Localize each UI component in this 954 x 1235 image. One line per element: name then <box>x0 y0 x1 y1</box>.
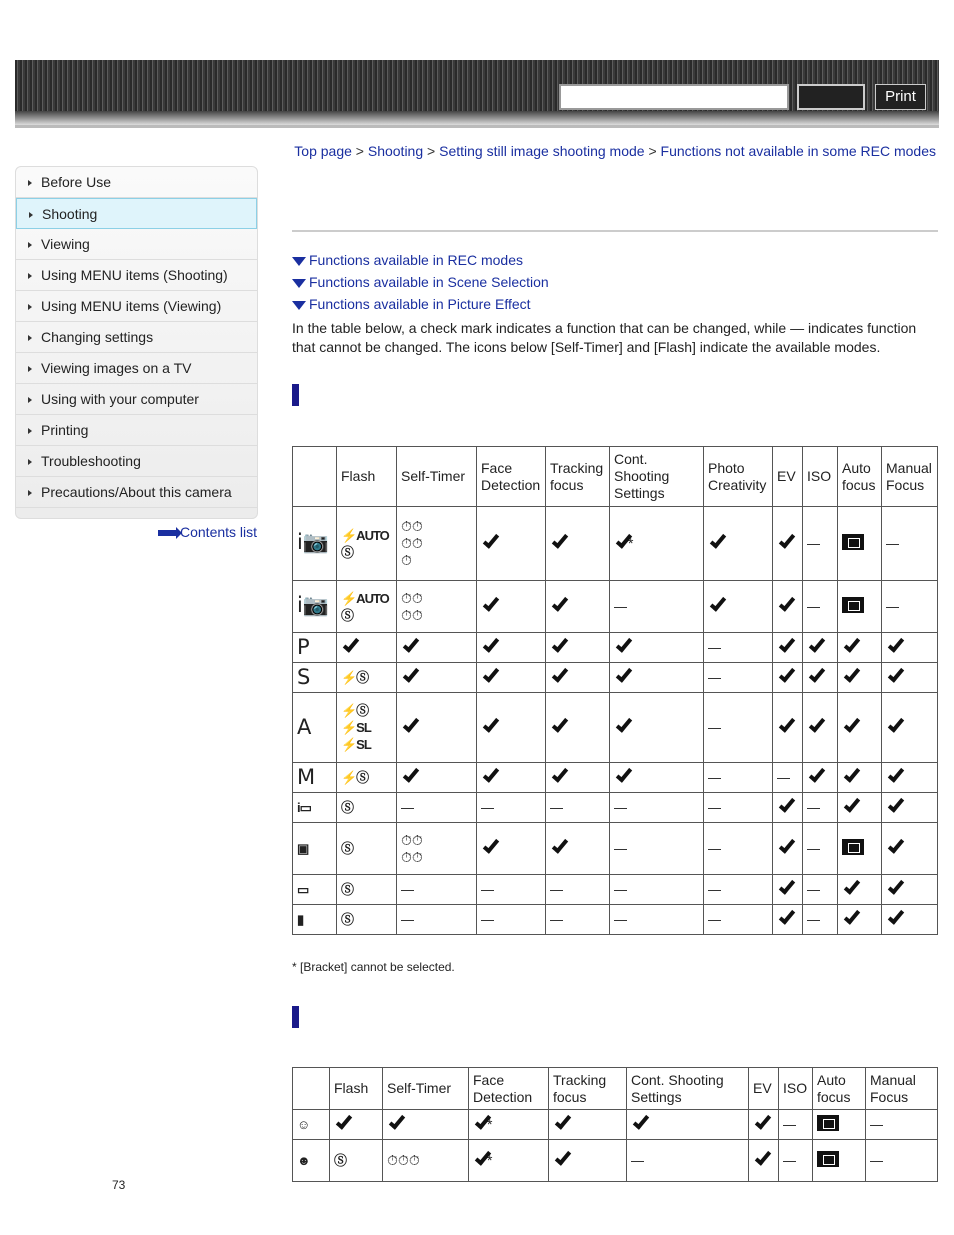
breadcrumb-sep: > <box>355 143 364 159</box>
dash-icon <box>614 808 627 809</box>
table-header-row <box>293 1068 938 1110</box>
dash-icon <box>708 890 721 891</box>
panorama-icon: i▭ <box>293 793 337 823</box>
dash-icon <box>614 920 627 921</box>
check-icon <box>343 635 359 652</box>
asterisk: * <box>487 1152 493 1168</box>
self-timer-modes-icon: ⏱⏱ ⏱⏱ <box>397 581 477 633</box>
check-icon <box>844 765 860 782</box>
triangle-down-icon <box>292 257 306 266</box>
asterisk: * <box>628 535 634 551</box>
check-icon <box>483 715 499 732</box>
dash-icon <box>550 890 563 891</box>
flash-off-icon: Ⓢ <box>337 793 397 823</box>
check-icon <box>844 877 860 894</box>
self-timer-modes-icon: ⏱⏱ ⏱⏱ <box>397 823 477 875</box>
sidebar-item-viewing-tv[interactable]: Viewing images on a TV <box>16 353 257 384</box>
check-icon <box>552 665 568 682</box>
3d-sweep-panorama-icon: ▭ <box>293 875 337 905</box>
table-row <box>293 1140 938 1182</box>
check-icon <box>779 877 795 894</box>
dash-icon <box>783 1161 796 1162</box>
dash-icon <box>708 920 721 921</box>
check-icon <box>809 665 825 682</box>
dash-icon <box>614 607 627 608</box>
contents-list-label: Contents list <box>180 524 258 540</box>
dash-icon <box>708 808 721 809</box>
check-icon <box>403 715 419 732</box>
check-icon <box>552 765 568 782</box>
flash-modes-icon: ⚡AUTO Ⓢ <box>337 507 397 581</box>
col-manual-focus: Manual Focus <box>866 1068 938 1110</box>
autofocus-icon <box>842 839 864 855</box>
check-icon <box>403 635 419 652</box>
table-row <box>293 633 938 663</box>
flash-modes-icon: ⚡AUTO Ⓢ <box>337 581 397 633</box>
mode-a-icon: A <box>293 693 337 763</box>
col-tracking-focus: Tracking focus <box>546 447 610 507</box>
check-icon <box>616 765 632 782</box>
mode-m-icon: M <box>293 763 337 793</box>
dash-icon <box>401 920 414 921</box>
dash-icon <box>614 890 627 891</box>
autofocus-icon <box>842 534 864 550</box>
dash-icon <box>886 544 899 545</box>
col-flash: Flash <box>330 1068 383 1110</box>
check-icon <box>844 665 860 682</box>
flash-modes-icon: ⚡Ⓢ <box>337 763 397 793</box>
check-icon <box>710 531 726 548</box>
check-icon <box>779 594 795 611</box>
sidebar-item-menu-viewing[interactable]: Using MENU items (Viewing) <box>16 291 257 322</box>
table-row <box>293 1110 938 1140</box>
footnote: * [Bracket] cannot be selected. <box>292 960 455 974</box>
mode-s-icon: S <box>293 663 337 693</box>
dash-icon <box>401 890 414 891</box>
contents-list-link[interactable] <box>158 524 257 540</box>
anchor-scene-selection[interactable] <box>292 274 549 296</box>
check-icon <box>552 531 568 548</box>
check-icon <box>483 635 499 652</box>
arrow-right-icon <box>158 530 178 536</box>
dash-icon <box>807 849 820 850</box>
breadcrumb-current[interactable]: Functions not available in some REC modes <box>660 143 936 159</box>
anchor-links <box>292 252 549 318</box>
check-icon <box>844 795 860 812</box>
dash-icon <box>550 920 563 921</box>
check-icon <box>888 635 904 652</box>
sidebar-item-viewing[interactable]: Viewing <box>16 229 257 260</box>
sidebar-item-shooting[interactable]: Shooting <box>16 198 257 229</box>
breadcrumb-top-page[interactable]: Top page <box>294 143 352 159</box>
check-icon <box>809 635 825 652</box>
check-icon <box>809 715 825 732</box>
breadcrumb-setting[interactable]: Setting still image shooting mode <box>439 143 645 159</box>
section-marker <box>292 384 299 406</box>
col-flash: Flash <box>337 447 397 507</box>
dash-icon <box>870 1161 883 1162</box>
superior-auto-icon: i📷 <box>297 593 329 617</box>
sidebar-item-troubleshooting[interactable]: Troubleshooting <box>16 446 257 477</box>
check-icon <box>779 665 795 682</box>
divider <box>292 230 938 232</box>
check-icon <box>552 635 568 652</box>
check-icon <box>755 1148 771 1165</box>
dash-icon <box>807 890 820 891</box>
check-icon <box>888 715 904 732</box>
flash-off-icon: Ⓢ <box>337 905 397 935</box>
check-icon <box>552 715 568 732</box>
search-button[interactable] <box>797 84 865 110</box>
check-icon <box>403 665 419 682</box>
table-row <box>293 507 938 581</box>
table-row <box>293 875 938 905</box>
dash-icon <box>550 808 563 809</box>
col-photo-creativity: Photo Creativity <box>704 447 773 507</box>
check-icon <box>809 765 825 782</box>
soft-skin-icon: ☺ <box>293 1110 330 1140</box>
anchor-label: Functions available in Scene Selection <box>309 274 549 290</box>
autofocus-icon <box>842 597 864 613</box>
dash-icon <box>870 1125 883 1126</box>
check-icon <box>483 594 499 611</box>
autofocus-icon <box>817 1151 839 1167</box>
dash-icon <box>708 648 721 649</box>
table-row <box>293 763 938 793</box>
flash-off-icon: Ⓢ <box>337 823 397 875</box>
check-icon <box>779 907 795 924</box>
dash-icon <box>481 920 494 921</box>
dash-icon <box>481 808 494 809</box>
check-icon <box>779 795 795 812</box>
anchor-picture-effect[interactable] <box>292 296 549 318</box>
dash-icon <box>886 607 899 608</box>
dash-icon <box>807 544 820 545</box>
flash-modes-icon: ⚡Ⓢ ⚡SL ⚡SL <box>337 693 397 763</box>
col-auto-focus: Auto focus <box>813 1068 866 1110</box>
check-icon <box>779 715 795 732</box>
intelligent-auto-icon: i📷 <box>297 530 329 554</box>
col-self-timer: Self-Timer <box>397 447 477 507</box>
dash-icon <box>708 778 721 779</box>
dash-icon <box>777 778 790 779</box>
check-icon <box>844 635 860 652</box>
sidebar-item-menu-shooting[interactable]: Using MENU items (Shooting) <box>16 260 257 291</box>
breadcrumb-sep: > <box>648 143 657 159</box>
sidebar <box>15 166 258 519</box>
3d-sweep-multi-angle-icon: ▮ <box>293 905 337 935</box>
col-iso: ISO <box>779 1068 813 1110</box>
check-icon <box>552 594 568 611</box>
flash-modes-icon <box>337 633 397 663</box>
check-icon <box>483 765 499 782</box>
col-face-detection: Face Detection <box>469 1068 549 1110</box>
autofocus-icon <box>817 1115 839 1131</box>
col-tracking-focus: Tracking focus <box>549 1068 627 1110</box>
scene-selection-table <box>292 1067 938 1182</box>
check-icon <box>888 877 904 894</box>
dash-icon <box>708 678 721 679</box>
check-icon <box>779 531 795 548</box>
table-row <box>293 693 938 763</box>
dash-icon <box>401 808 414 809</box>
col-cont-shooting: Cont. Shooting Settings <box>610 447 704 507</box>
anchor-label: Functions available in REC modes <box>309 252 523 268</box>
col-ev: EV <box>773 447 803 507</box>
sidebar-item-before-use[interactable]: Before Use <box>16 167 257 198</box>
dash-icon <box>807 808 820 809</box>
check-icon <box>389 1112 405 1129</box>
self-timer-modes-icon: ⏱⏱⏱ <box>383 1140 469 1182</box>
breadcrumb-shooting[interactable]: Shooting <box>367 143 424 159</box>
flash-off-icon: Ⓢ <box>337 875 397 905</box>
check-icon <box>403 765 419 782</box>
check-icon <box>555 1148 571 1165</box>
sidebar-item-printing[interactable]: Printing <box>16 415 257 446</box>
check-icon <box>844 907 860 924</box>
check-icon <box>616 715 632 732</box>
dash-icon <box>807 920 820 921</box>
check-icon <box>483 836 499 853</box>
table-row <box>293 581 938 633</box>
check-icon <box>844 715 860 732</box>
check-icon <box>779 635 795 652</box>
dash-icon <box>614 849 627 850</box>
check-icon <box>888 795 904 812</box>
breadcrumb-sep: > <box>427 143 436 159</box>
col-auto-focus: Auto focus <box>838 447 882 507</box>
dash-icon <box>807 607 820 608</box>
rec-modes-table <box>292 446 938 935</box>
col-face-detection: Face Detection <box>477 447 546 507</box>
check-icon <box>888 836 904 853</box>
dash-icon <box>481 890 494 891</box>
col-manual-focus: Manual Focus <box>882 447 938 507</box>
check-icon <box>616 665 632 682</box>
dash-icon <box>631 1161 644 1162</box>
triangle-down-icon <box>292 301 306 310</box>
check-icon <box>710 594 726 611</box>
mode-p-icon: P <box>293 633 337 663</box>
check-icon <box>888 907 904 924</box>
dash-icon <box>708 849 721 850</box>
breadcrumb <box>294 143 936 159</box>
table-row <box>293 823 938 875</box>
print-button[interactable]: Print <box>875 84 926 110</box>
check-icon <box>779 836 795 853</box>
section-marker <box>292 1006 299 1028</box>
flash-off-icon: Ⓢ <box>330 1140 383 1182</box>
dash-icon <box>783 1125 796 1126</box>
check-icon <box>483 665 499 682</box>
col-cont-shooting: Cont. Shooting Settings <box>627 1068 749 1110</box>
dash-icon <box>708 728 721 729</box>
sidebar-item-computer[interactable]: Using with your computer <box>16 384 257 415</box>
check-icon <box>616 635 632 652</box>
table-header-row <box>293 447 938 507</box>
table-row <box>293 793 938 823</box>
sidebar-item-changing-settings[interactable]: Changing settings <box>16 322 257 353</box>
anchor-rec-modes[interactable] <box>292 252 549 274</box>
check-icon <box>888 665 904 682</box>
check-icon <box>755 1112 771 1129</box>
anti-motion-blur-icon: ☻ <box>293 1140 330 1182</box>
search-input[interactable] <box>559 84 789 110</box>
3d-still-icon: ▣ <box>293 823 337 875</box>
sidebar-item-precautions[interactable]: Precautions/About this camera <box>16 477 257 508</box>
check-icon <box>483 531 499 548</box>
col-iso: ISO <box>803 447 838 507</box>
col-ev: EV <box>749 1068 779 1110</box>
triangle-down-icon <box>292 279 306 288</box>
page-header <box>15 60 939 128</box>
col-self-timer: Self-Timer <box>383 1068 469 1110</box>
self-timer-modes-icon: ⏱⏱ ⏱⏱ ⏱ <box>397 507 477 581</box>
check-icon <box>552 836 568 853</box>
check-icon <box>633 1112 649 1129</box>
table-row <box>293 905 938 935</box>
intro-text: In the table below, a check mark indicates a function that can be changed, while — indicates function that cannot be changed. The icons below [Self-Timer] and [Flash] indicate the available modes. <box>292 320 917 355</box>
flash-modes-icon: ⚡Ⓢ <box>337 663 397 693</box>
table-row <box>293 663 938 693</box>
anchor-label: Functions available in Picture Effect <box>309 296 531 312</box>
check-icon <box>888 765 904 782</box>
asterisk: * <box>487 1116 493 1132</box>
check-icon <box>555 1112 571 1129</box>
check-icon <box>336 1112 352 1129</box>
page-number: 73 <box>112 1178 126 1192</box>
